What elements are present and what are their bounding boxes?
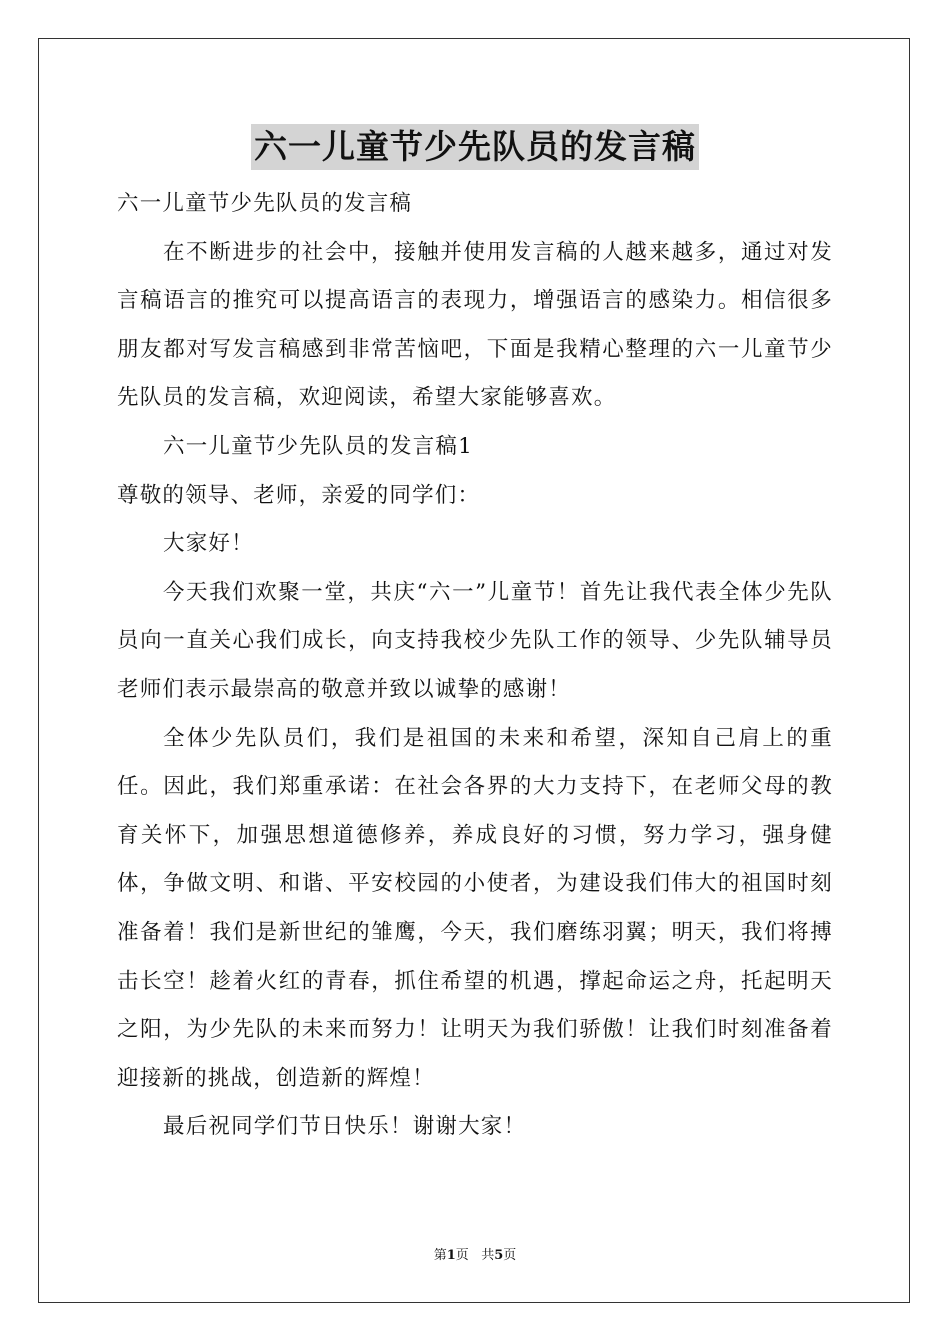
page-footer: [0, 1247, 950, 1265]
paragraph: 六一儿童节少先队员的发言稿: [117, 191, 413, 216]
page-suffix: 页: [455, 1248, 469, 1263]
document-title: 六一儿童节少先队员的发言稿: [251, 124, 699, 170]
paragraph: 全体少先队员们，我们是祖国的未来和希望，深知自己肩上的重任。因此，我们郑重承诺：在社会各界的大力支持下，在老师父母的教育关怀下，加强思想道德修养，养成良好的习惯，努力学习，强身健体，争做文明、和谐、平安校园的小使者，为建设我们伟大的祖国时刻准备着！我们是新世纪的雏鹰，今天，我们磨练羽翼；明天，我们将搏击长空！趁着火红的青春，抓住希望的机遇，撑起命运之舟，托起明天之阳，为少先队的未来而努力！让明天为我们骄傲！让我们时刻准备着迎接新的挑战，创造新的辉煌！: [117, 725, 833, 1091]
closing: 最后祝同学们节日快乐！谢谢大家！: [163, 1114, 527, 1140]
total-prefix: 共: [481, 1248, 495, 1263]
salutation: 尊敬的领导、老师，亲爱的同学们：: [117, 482, 481, 508]
total-suffix: 页: [503, 1248, 517, 1263]
title-container: [0, 124, 950, 170]
greeting: 大家好！: [163, 531, 254, 557]
page-total: 5: [494, 1248, 504, 1263]
paragraph: 在不断进步的社会中，接触并使用发言稿的人越来越多，通过对发言稿语言的推究可以提高语言的表现力，增强语言的感染力。相信很多朋友都对写发言稿感到非常苦恼吧，下面是我精心整理的六一儿童节少先队员的发言稿，欢迎阅读，希望大家能够喜欢。: [117, 239, 833, 411]
section-heading: 六一儿童节少先队员的发言稿1: [163, 433, 473, 459]
document-body: [117, 180, 833, 1152]
page-prefix: 第: [433, 1248, 447, 1263]
paragraph: 今天我们欢聚一堂，共庆“六一”儿童节！首先让我代表全体少先队员向一直关心我们成长，向支持我校少先队工作的领导、少先队辅导员老师们表示最崇高的敬意并致以诚挚的感谢！: [117, 579, 833, 702]
page-current: 1: [446, 1248, 456, 1263]
